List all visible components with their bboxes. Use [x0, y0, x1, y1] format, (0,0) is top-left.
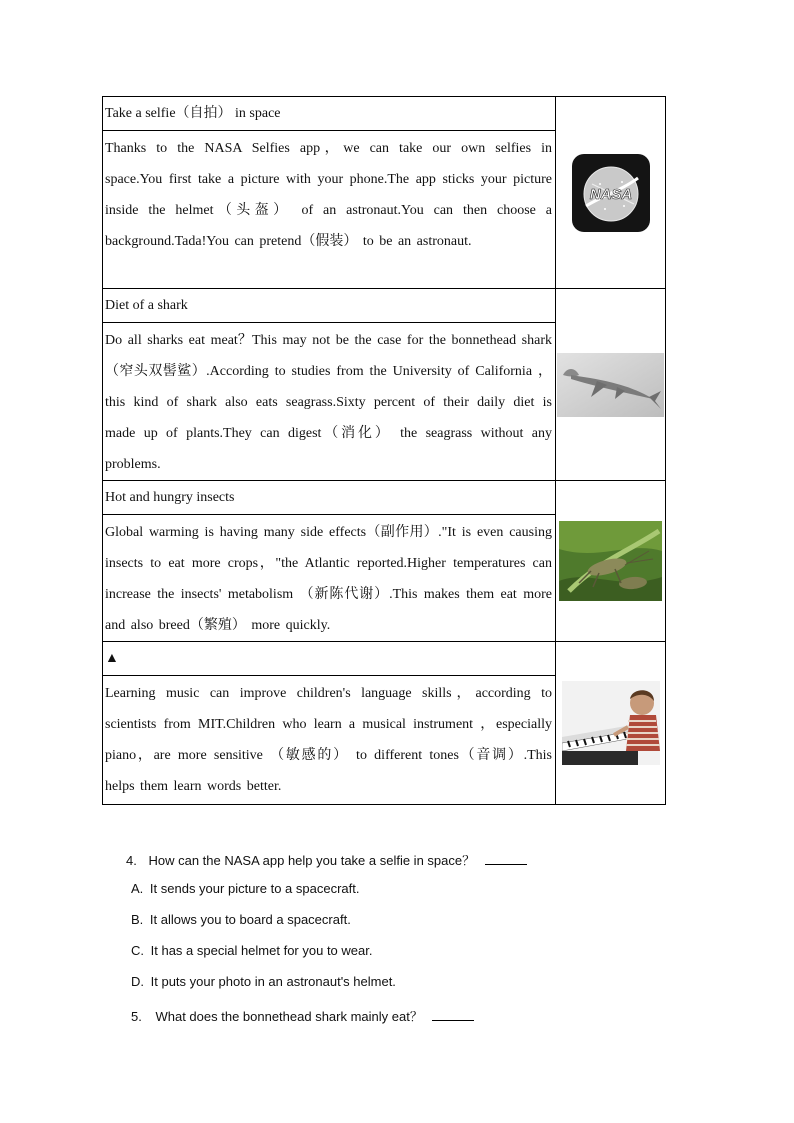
question-number: 4.	[126, 853, 137, 868]
answer-blank[interactable]	[485, 852, 527, 865]
svg-text:NASA: NASA	[589, 185, 632, 203]
article-title-row	[103, 642, 666, 676]
article-image-cell	[556, 481, 666, 642]
option-c[interactable]	[131, 943, 372, 958]
option-text: It allows you to board a spacecraft.	[149, 912, 351, 927]
article-body: Do all sharks eat meat？This may not be the case for the bonnethead shark（窄头双髻鲨）.According to studies from the University of California ，this kind of shark also eats seagrass.Sixty percent of their daily diet is made up of plants.They can digest（消化） the seagrass without any problems.	[103, 323, 556, 481]
article-body: Learning music can improve children's language skills，according to scientists from MIT.Children who learn a musical instrument ，especially piano，are more sensitive （敏感的） to different tones（音调）.This helps them learn words better.	[103, 676, 556, 805]
answer-blank[interactable]	[432, 1008, 474, 1021]
option-text: It puts your photo in an astronaut's helmet.	[150, 974, 396, 989]
article-title-row	[103, 289, 666, 323]
option-letter: C.	[131, 943, 144, 958]
article-image-cell	[556, 97, 666, 289]
insect-photo-image	[559, 521, 662, 601]
article-title: ▲	[103, 642, 556, 676]
article-title: Hot and hungry insects	[103, 481, 556, 515]
option-letter: D.	[131, 974, 144, 989]
piano-photo-image	[562, 681, 660, 765]
article-image-cell	[556, 289, 666, 481]
question-5	[131, 1006, 474, 1025]
article-image-cell	[556, 642, 666, 805]
articles-table	[102, 96, 666, 805]
article-body: Global warming is having many side effects（副作用）."It is even causing insects to eat more crops，"the Atlantic reported.Higher temperatures can increase the insects' metabolism （新陈代谢）.This makes them eat more and also breed（繁殖） more quickly.	[103, 515, 556, 642]
article-title-row	[103, 481, 666, 515]
shark-photo-image	[557, 353, 664, 417]
article-title: Take a selfie（自拍） in space	[103, 97, 556, 131]
option-d[interactable]	[131, 974, 396, 989]
question-text: How can the NASA app help you take a selfie in space？	[148, 853, 476, 868]
question-text: What does the bonnethead shark mainly eat？	[155, 1009, 423, 1024]
option-a[interactable]	[131, 881, 359, 896]
option-letter: B.	[131, 912, 144, 927]
option-letter: A.	[131, 881, 144, 896]
option-text: It has a special helmet for you to wear.	[150, 943, 373, 958]
option-b[interactable]	[131, 912, 351, 927]
question-number: 5.	[131, 1009, 142, 1024]
article-title-row	[103, 97, 666, 131]
option-text: It sends your picture to a spacecraft.	[149, 881, 360, 896]
question-4	[126, 850, 527, 869]
article-title: Diet of a shark	[103, 289, 556, 323]
nasa-logo-graphic	[572, 154, 650, 232]
nasa-logo-image	[572, 154, 650, 232]
article-body: Thanks to the NASA Selfies app，we can take our own selfies in space.You first take a picture with your phone.The app sticks your picture inside the helmet（头盔） of an astronaut.You can then choose a background.Tada!You can pretend（假装） to be an astronaut.	[103, 131, 556, 289]
